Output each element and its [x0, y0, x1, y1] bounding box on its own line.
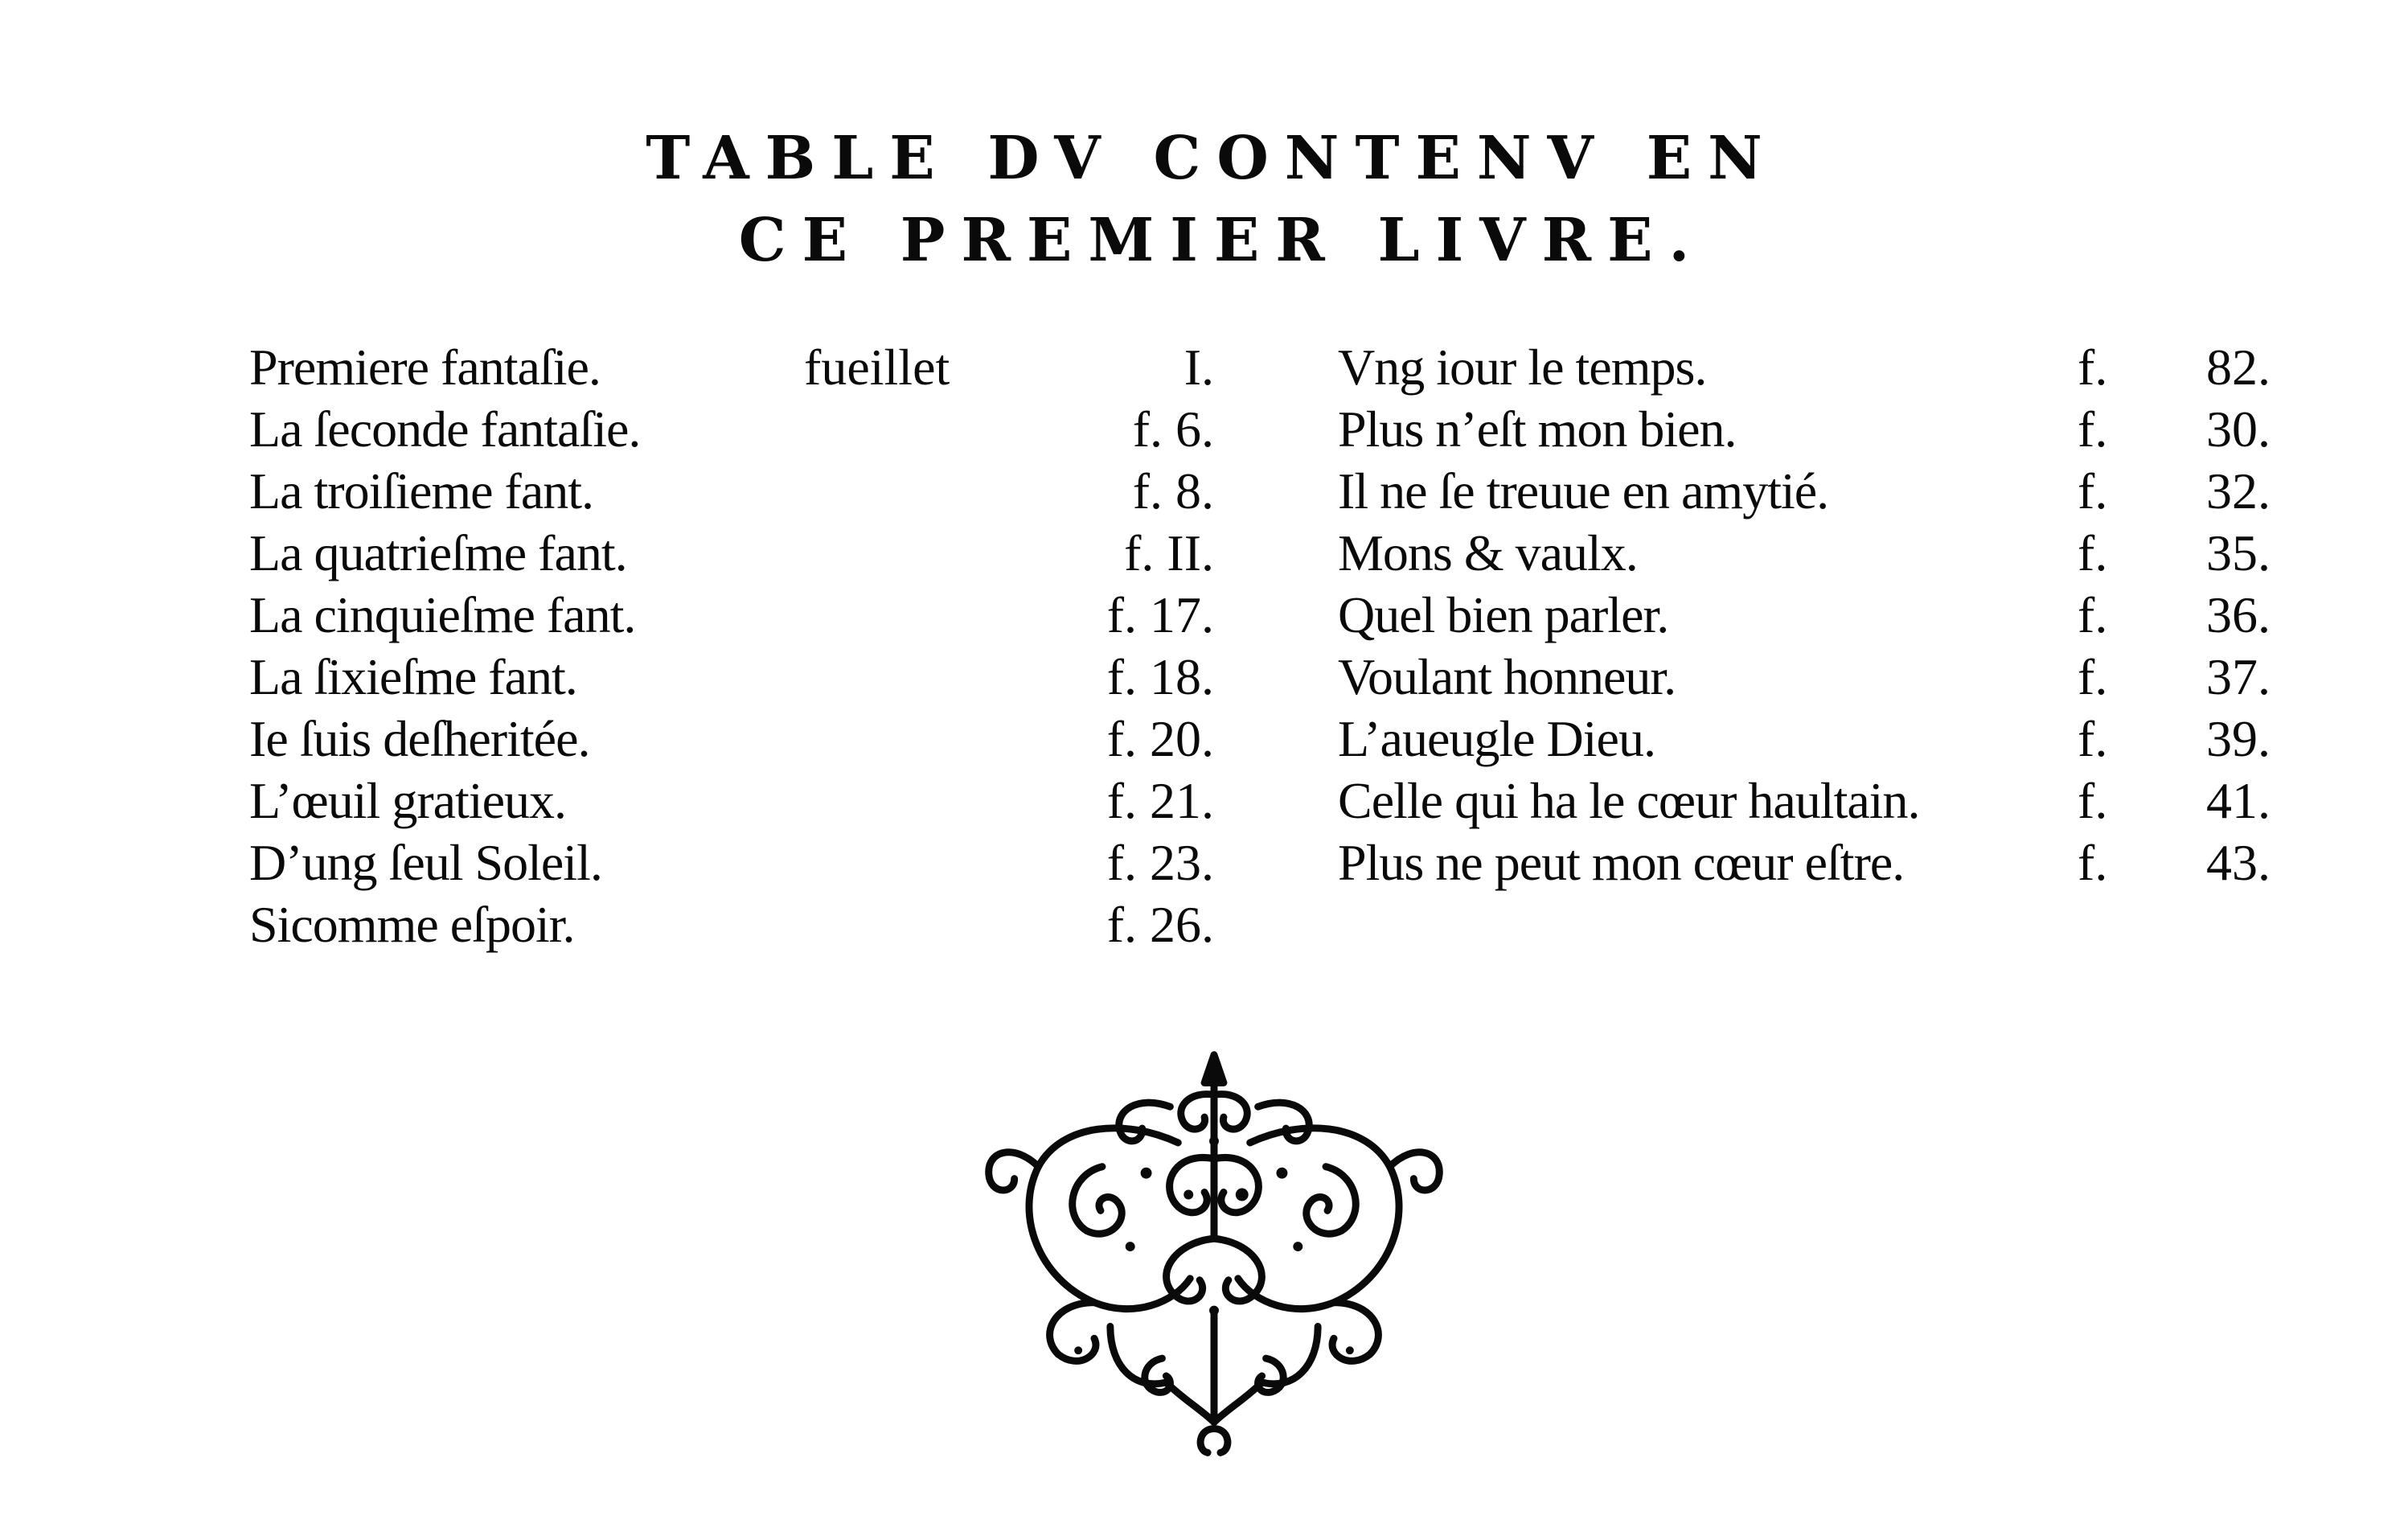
entry-page-ref: f. 23.	[1106, 834, 1214, 891]
fleuron-ornament-icon	[974, 1045, 1454, 1464]
entry-title: La ſixieſme fant.	[249, 648, 577, 705]
contents-entry	[249, 584, 1214, 646]
folio-label: fueillet	[804, 339, 950, 396]
contents-entry	[249, 646, 1214, 708]
contents-entry	[1338, 584, 2303, 646]
entry-page-number: 35.	[2206, 524, 2271, 581]
entry-page-number: 41.	[2206, 772, 2271, 829]
entry-title: La cinquieſme fant.	[249, 586, 636, 643]
folio-abbrev: f.	[2078, 400, 2108, 458]
entry-title: La troiſieme fant.	[249, 462, 594, 520]
entry-page-ref: f. 17.	[1106, 586, 1214, 643]
contents-entry	[249, 708, 1214, 770]
contents-entry	[249, 770, 1214, 832]
entry-title: Vng iour le temps.	[1338, 339, 1707, 396]
entry-title: L’aueugle Dieu.	[1338, 710, 1655, 767]
entry-title: Mons & vaulx.	[1338, 524, 1638, 581]
entry-title: Voulant honneur.	[1338, 648, 1676, 705]
entry-title: La quatrieſme fant.	[249, 524, 627, 581]
entry-title: Il ne ſe treuue en amytié.	[1338, 462, 1829, 520]
folio-abbrev: f.	[2078, 524, 2108, 581]
heading-line-2: CE PREMIER LIVRE.	[738, 206, 1706, 275]
entry-page-number: 43.	[2206, 834, 2271, 891]
contents-entry	[249, 460, 1214, 522]
entry-title: Sicomme eſpoir.	[249, 896, 575, 953]
entry-page-ref: f. 20.	[1106, 710, 1214, 767]
contents-entry	[1338, 460, 2303, 522]
entry-title: La ſeconde fantaſie.	[249, 400, 641, 458]
entry-title: L’œuil gratieux.	[249, 772, 566, 829]
entry-page-number: 30.	[2206, 400, 2271, 458]
contents-entry	[1338, 522, 2303, 584]
contents-entry	[1338, 708, 2303, 770]
entry-title: Premiere fantaſie.	[249, 339, 601, 396]
contents-entry	[249, 336, 1214, 398]
entry-page-ref: f. 21.	[1106, 772, 1214, 829]
entry-page-number: 32.	[2206, 462, 2271, 520]
folio-abbrev: f.	[2078, 586, 2108, 643]
entry-page-ref: I.	[1183, 339, 1214, 396]
entry-title: Ie ſuis deſheritée.	[249, 710, 590, 767]
folio-abbrev: f.	[2078, 462, 2108, 520]
folio-abbrev: f.	[2078, 648, 2108, 705]
folio-abbrev: f.	[2078, 339, 2108, 396]
heading-line-1: TABLE DV CONTENV EN	[646, 124, 1778, 193]
entry-page-ref: f. 18.	[1106, 648, 1214, 705]
entry-title: Celle qui ha le cœur haultain.	[1338, 772, 1920, 829]
folio-abbrev: f.	[2078, 834, 2108, 891]
entry-title: D’ung ſeul Soleil.	[249, 834, 602, 891]
entry-page-number: 39.	[2206, 710, 2271, 767]
contents-entry	[249, 398, 1214, 460]
entry-page-number: 82.	[2206, 339, 2271, 396]
folio-abbrev: f.	[2078, 772, 2108, 829]
contents-entry	[1338, 336, 2303, 398]
entry-title: Plus n’eſt mon bien.	[1338, 400, 1737, 458]
entry-page-ref: f. II.	[1124, 524, 1214, 581]
entry-title: Plus ne peut mon cœur eſtre.	[1338, 834, 1905, 891]
contents-entry	[1338, 398, 2303, 460]
contents-entry	[1338, 646, 2303, 708]
folio-abbrev: f.	[2078, 710, 2108, 767]
contents-entry	[249, 832, 1214, 893]
entry-title: Quel bien parler.	[1338, 586, 1669, 643]
entry-page-ref: f. 8.	[1132, 462, 1214, 520]
contents-entry	[1338, 770, 2303, 832]
entry-page-ref: f. 6.	[1132, 400, 1214, 458]
contents-entry	[249, 893, 1214, 955]
contents-entry	[1338, 832, 2303, 893]
entry-page-number: 37.	[2206, 648, 2271, 705]
entry-page-ref: f. 26.	[1106, 896, 1214, 953]
entry-page-number: 36.	[2206, 586, 2271, 643]
contents-entry	[249, 522, 1214, 584]
